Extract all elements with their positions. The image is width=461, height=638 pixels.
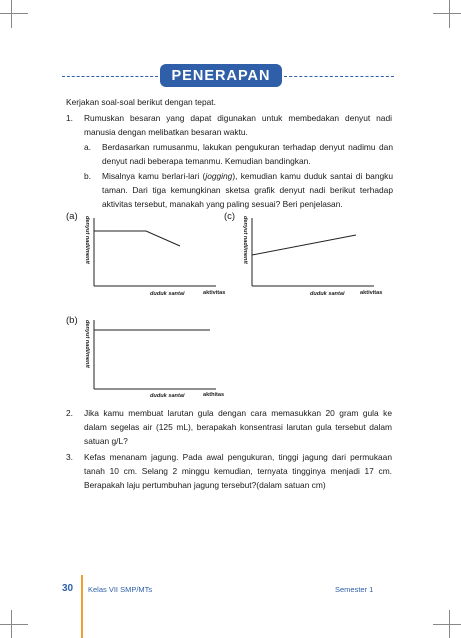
footer-rule (81, 575, 83, 638)
q2-text: Jika kamu membuat larutan gula dengan cara memasukkan 20 gram gula ke dalam segelas air (125 mL), berapakah konsentrasi larutan gula tersebut dalam satuan g/L? (84, 408, 392, 446)
q1-number: 1. (66, 113, 73, 123)
q1a-label: a. (84, 142, 91, 152)
crop-mark (433, 624, 461, 625)
crop-mark (0, 13, 28, 14)
q1b-text-em: jogging (205, 171, 233, 181)
section-title: PENERAPAN (171, 67, 271, 84)
graph-a-label: (a) (66, 211, 78, 222)
crop-mark (433, 13, 461, 14)
page-number: 30 (62, 583, 74, 594)
graph-c-ylabel: denyut nadi/menit (242, 216, 248, 264)
section-banner (160, 64, 282, 87)
q3-number: 3. (66, 452, 73, 462)
graph-c (246, 218, 376, 288)
graph-c-label: (c) (224, 211, 236, 222)
header-rule-right (284, 76, 394, 77)
q3-text: Kefas menanam jagung. Pada awal pengukuran, tinggi jagung dari permukaan tanah 10 cm. Selang 2 minggu kemudian, ternyata tingginya menjadi 17 cm. Berapakah laju pertumbuhan jagung tersebut?(dalam satuan cm) (84, 452, 392, 490)
graph-c-line (252, 235, 356, 255)
graph-a (88, 218, 218, 288)
q2-number: 2. (66, 408, 73, 418)
crop-mark (0, 624, 28, 625)
graph-b-xlabel: duduk santai (150, 393, 185, 399)
instructions: Kerjakan soal-soal berikut dengan tepat. (66, 97, 216, 107)
graph-b (88, 320, 218, 390)
graph-a-xend: aktivitas (203, 290, 226, 296)
header-rule-left (62, 76, 158, 77)
q1b-label: b. (84, 171, 91, 181)
graph-c-xlabel: duduk santai (310, 291, 345, 297)
graph-a-xlabel: duduk santai (150, 291, 185, 297)
graph-b-label: (b) (66, 315, 78, 326)
footer-semester: Semester 1 (335, 585, 374, 594)
graph-a-ylabel: denyut nadi/menit (84, 216, 90, 264)
graph-c-xend: aktivitas (360, 290, 383, 296)
q1b-text-1: Misalnya kamu berlari-lari ( (102, 171, 206, 181)
q1a-text: Berdasarkan rumusanmu, lakukan pengukuran terhadap denyut nadimu dan denyut nadi beberapa temanmu. Kemudian bandingkan. (102, 142, 393, 166)
footer-class: Kelas VII SMP/MTs (88, 585, 153, 594)
q1-text: Rumuskan besaran yang dapat digunakan untuk membedakan denyut nadi manusia dengan melibatkan besaran waktu. (84, 113, 392, 137)
q1b-text-2: ), kemudian kamu duduk santai di bangku taman. Dari tiga kemungkinan sketsa grafik denyut nadi berikut terhadap aktivitas tersebut, manakah yang paling sesuai? Beri penjelasan. (102, 171, 393, 209)
crop-mark (449, 0, 450, 28)
graph-b-xend: akthitas (203, 392, 225, 398)
graph-b-ylabel: denyut nadi/menit (84, 320, 90, 368)
q1b-text (102, 170, 393, 211)
crop-mark (11, 0, 12, 28)
graph-a-line (94, 231, 180, 246)
